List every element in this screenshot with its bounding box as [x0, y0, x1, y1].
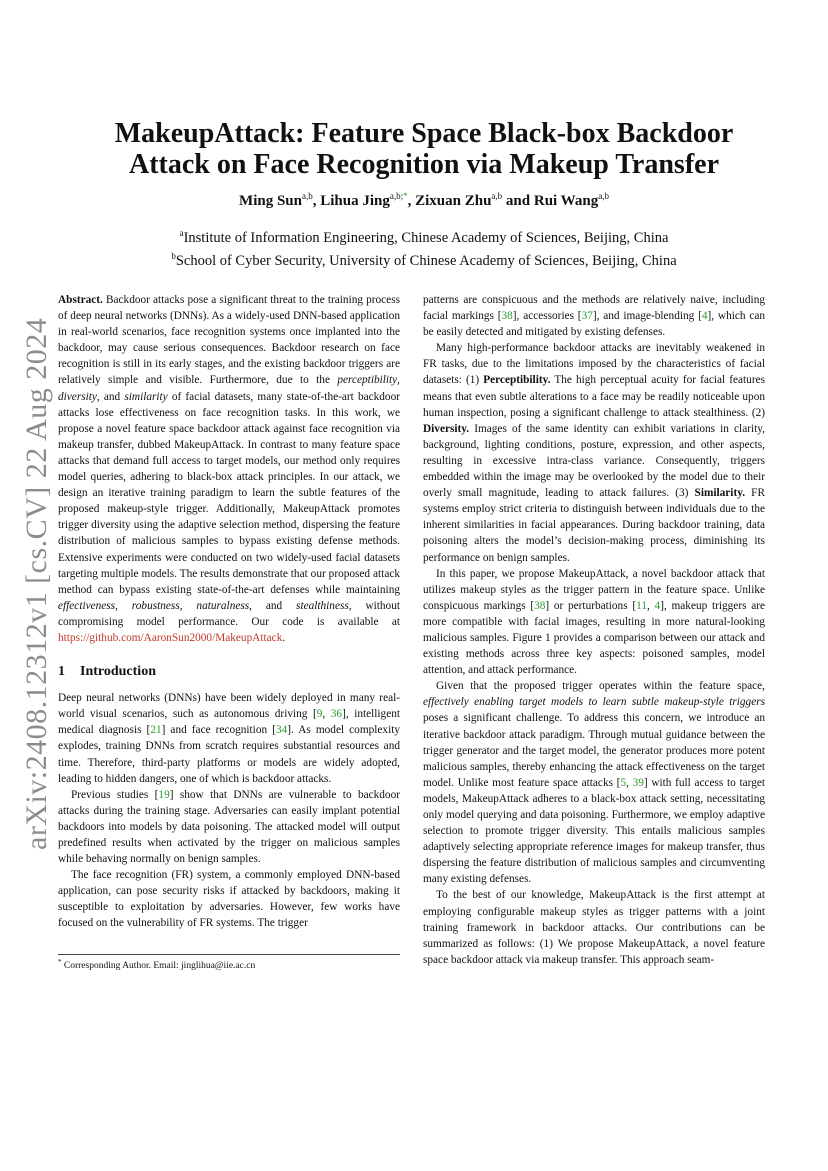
abstract-paragraph: Abstract. Backdoor attacks pose a significant threat to the training process of deep neural networks (DNNs). As a widely-used DNN-based application in real-world scenarios, face recognition systems once implanted into the backdoor, may cause serious consequences. Backdoor research on face recognition is still in its early stages, and the existing backdoor triggers are relatively simple and visible. Furthermore, due to the perceptibility, diversity, and similarity of facial datasets, many state-of-the-art backdoor attacks lose effectiveness on face recognition tasks. In this work, we propose a novel feature space backdoor attack against face recognition via makeup transfer, dubbed MakeupAttack. In contrast to many feature space attacks that demand full access to target models, our method only requires model queries, adhering to black-box attack principles. In our attack, we design an iterative training paradigm to learn the subtle features of the proposed makeup-style trigger. Additionally, MakeupAttack promotes trigger diversity using the adaptive selection method, dispersing the feature distribution of malicious samples to bypass existing defense methods. Extensive experiments were conducted on two widely-used facial datasets targeting multiple models. The results demonstrate that our proposed attack method can bypass existing state-of-the-art defenses while maintaining effectiveness, robustness, naturalness, and stealthiness, without compromising model performance. Our code is available at https://github.com/AaronSun2000/MakeupAttack. [58, 294, 400, 644]
citation-link[interactable]: 19 [158, 788, 170, 801]
citation-link[interactable]: 37 [581, 310, 593, 323]
author-name: Zixuan Zhu [415, 193, 492, 209]
affiliation-a: $^a$Institute of Information Engineering, Chinese Academy of Sciences, Beijing, China [179, 228, 669, 246]
citation-link[interactable]: 36 [330, 708, 343, 721]
author-name: Ming Sun [239, 193, 302, 209]
citation-link[interactable]: 4 [654, 599, 661, 612]
intro-paragraph-6: In this paper, we propose MakeupAttack, a novel backdoor attack that utilizes makeup styles as the trigger pattern in the feature space. Unlike conspicuous markings [38] or perturbations [11, 4], makeup triggers are more compatible with facial images, resulting in more natural-looking malicious samples. Figure 1 provides a comparison between our attack and existing methods across three key aspects: poisoned samples, model attention, and attack performance. [423, 567, 765, 677]
citation-link[interactable]: 9 [316, 708, 323, 721]
author-separator: , [407, 193, 416, 209]
author-name: Lihua Jing [320, 193, 390, 209]
intro-paragraph-8: To the best of our knowledge, MakeupAttack is the first attempt at employing configurable makeup styles as trigger patterns with a joint training framework in backdoor attacks. Our contributions can be summarized as follows: (1) We propose MakeupAttack, a novel feature space backdoor attack via makeup transfer. This approach seam- [423, 889, 765, 966]
citation-link[interactable]: 5 [620, 776, 627, 789]
author-list [60, 191, 788, 210]
arxiv-identifier-stamp: arXiv:2408.12312v1 [cs.CV] 22 Aug 2024 [20, 317, 53, 850]
intro-paragraph-7: Given that the proposed trigger operates within the feature space, effectively enabling target models to learn subtle makeup-style triggers poses a significant challenge. To address this concern, we introduce an iterative backdoor attack paradigm. Through mutual guidance between the trigger generator and the target model, the generator produces more potent malicious samples, thereby enhancing the attack effectiveness on the target model. Unlike most feature space attacks [5, 39] with full access to target models, MakeupAttack adheres to a black-box attack setting, necessitating only model querying and data poisoning. Furthermore, we employ adaptive selection to promote trigger diversity. This entails malicious samples adaptively selecting appropriate reference images for makeup transfer, thus dispersing the feature distribution of malicious samples and circumventing many existing defenses. [423, 680, 765, 886]
paper-title [60, 118, 788, 180]
right-column [423, 292, 765, 968]
title-line-2: Attack on Face Recognition via Makeup Transfer [128, 149, 720, 180]
footnote-divider [58, 954, 400, 955]
abstract-label: Abstract. [58, 294, 103, 306]
citation-link[interactable]: 21 [150, 724, 162, 737]
intro-paragraph-4: patterns are conspicuous and the methods are relatively naive, including facial markings [38], accessories [37], and image-blending [4], which can be easily detected and mitigated by existing defenses. [423, 294, 765, 339]
title-line-1: MakeupAttack: Feature Space Black-box Backdoor [114, 118, 734, 149]
citation-link[interactable]: 38 [534, 599, 546, 612]
author-affiliation-mark: a,b [598, 191, 609, 201]
section-heading-introduction: 1 Introduction [58, 664, 156, 680]
intro-paragraph-5: Many high-performance backdoor attacks are inevitably weakened in FR tasks, due to the limitations imposed by the characteristics of facial datasets: (1) Perceptibility. The high perceptual acuity for facial features means that even subtle alterations to a face may be readily noticeable upon human inspection, posing a significant challenge to attack stealthiness. (2) Diversity. Images of the same identity can exhibit variations in clarity, background, lighting conditions, posture, expression, and other aspects, resulting in excessive intra-class variance. Consequently, triggers embedded within the image may be overlooked by the model due to their overly small magnitude, leading to attack failures. (3) Similarity. FR systems employ strict criteria to distinguish between individuals due to the inherent similarities in facial appearances. During backdoor training, data poisoning alters the model’s decision-making process, diminishing its performance on benign samples. [423, 342, 765, 564]
author-separator: , [312, 193, 321, 209]
affiliation-b: $^b$School of Cyber Security, University of Chinese Academy of Sciences, Beijing, China [171, 250, 677, 269]
author-name: Rui Wang [533, 193, 599, 209]
author-affiliation-mark: a,b [491, 191, 503, 201]
citation-link[interactable]: 11 [636, 599, 647, 612]
author-affiliation-mark: a,b;* [389, 191, 408, 201]
intro-paragraph-3: The face recognition (FR) system, a commonly employed DNN-based application, can pose security risks if attacked by backdoors, making it susceptible to exploitation by adversaries. However, few works have focused on the vulnerability of FR systems. The trigger [58, 869, 400, 930]
intro-paragraph-2: Previous studies [19] show that DNNs are vulnerable to backdoor attacks during the training stage. Adversaries can easily implant potential backdoors into models by data poisoning. The attacked model will output predefined results when activated by the trigger on malicious samples while behaving normally on benign samples. [58, 788, 400, 866]
corresponding-author-link[interactable]: * [403, 191, 408, 201]
affiliation-list [60, 224, 788, 270]
corresponding-author-footnote: * Corresponding Author. Email: jinglihua@iie.ac.cn [58, 958, 256, 972]
citation-link[interactable]: 38 [501, 310, 513, 323]
intro-paragraph-1: Deep neural networks (DNNs) have been widely deployed in many real-world visual scenarios, such as autonomous driving [9, 36], intelligent medical diagnosis [21] and face recognition [34]. As model complexity explodes, training DNNs from scratch requires substantial resources and time. Therefore, third-party platforms or models are widely adopted, leading to hidden dangers, one of which is backdoor attacks. [58, 692, 400, 785]
author-affiliation-mark: a,b [302, 191, 313, 201]
author-separator: and [502, 193, 534, 209]
citation-link[interactable]: 39 [632, 776, 644, 789]
citation-link[interactable]: 34 [275, 724, 288, 737]
github-code-link[interactable]: https://github.com/AaronSun2000/MakeupAttack [58, 631, 283, 644]
left-column [58, 292, 400, 932]
citation-link[interactable]: 4 [701, 310, 708, 323]
